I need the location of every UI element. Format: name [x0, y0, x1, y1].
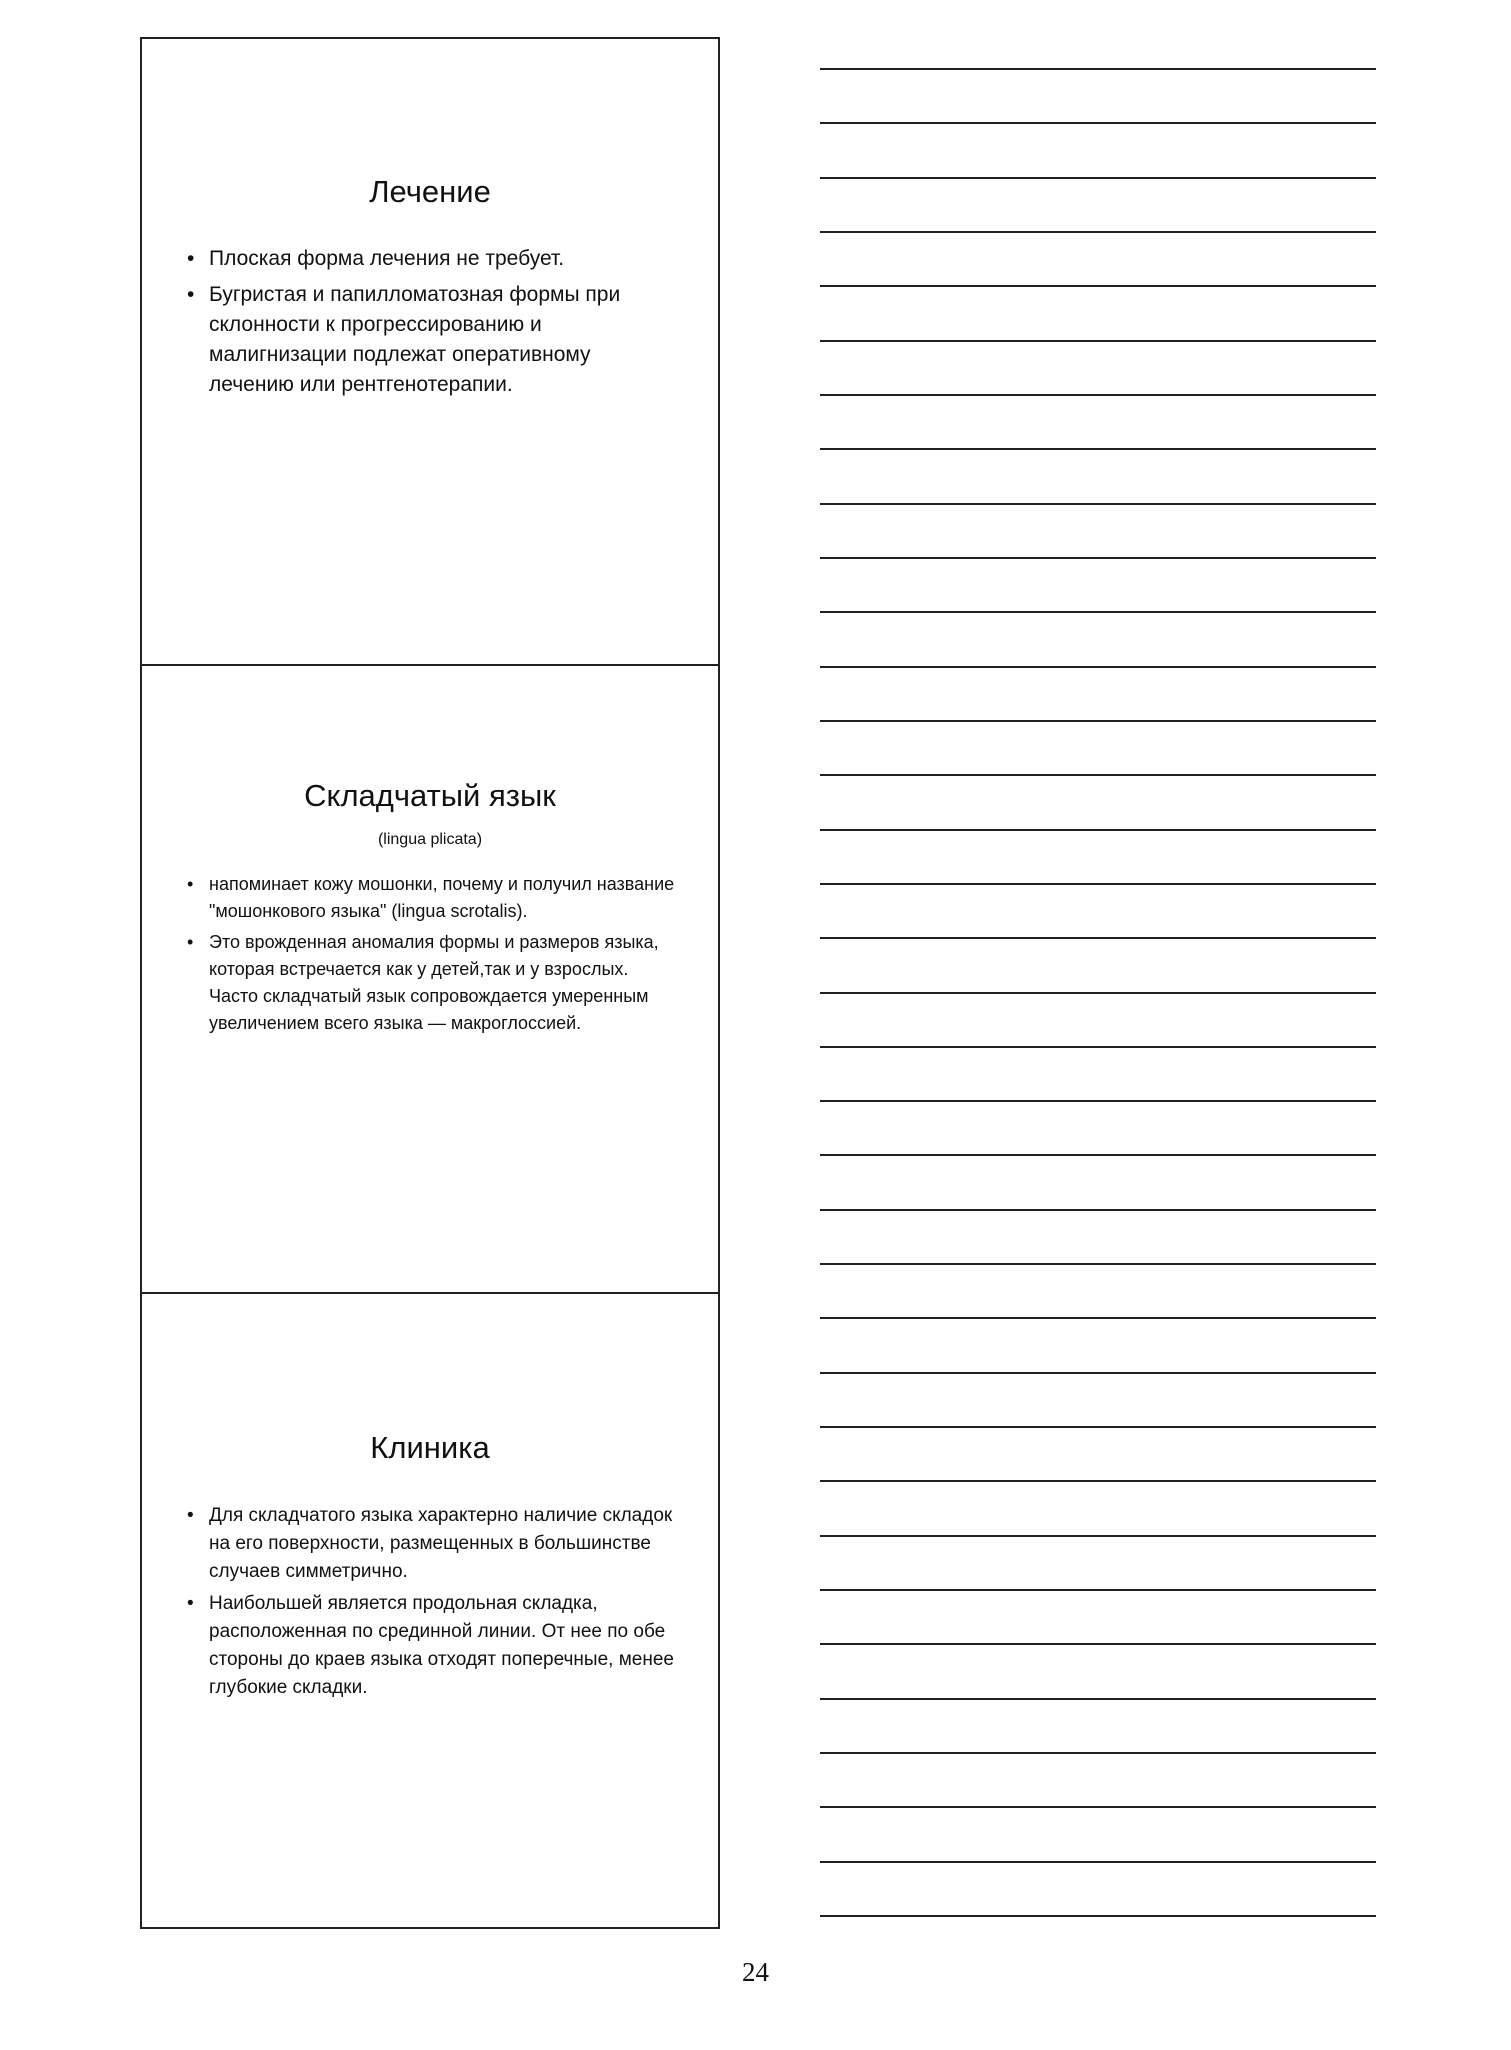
note-line	[820, 1372, 1376, 1374]
slide-title: Лечение	[369, 174, 491, 209]
note-line	[820, 68, 1376, 70]
note-line	[820, 1046, 1376, 1048]
bullet-list	[187, 1502, 678, 1706]
note-line	[820, 883, 1376, 885]
bullet-list	[187, 244, 678, 406]
note-line	[820, 1480, 1376, 1482]
slide-clinic	[142, 1294, 718, 1927]
slide-title: Складчатый язык	[304, 778, 556, 813]
note-line	[820, 557, 1376, 559]
note-line	[820, 122, 1376, 124]
bullet-item: • Бугристая и папилломатозная формы при склонности к прогрессированию и малигнизации подлежат оперативному лечению или рентгенотерапии.	[187, 280, 678, 400]
note-line	[820, 285, 1376, 287]
note-line	[820, 1589, 1376, 1591]
note-line	[820, 1100, 1376, 1102]
bullet-item: • напоминает кожу мошонки, почему и получил название "мошонкового языка" (lingua scrotalis).	[187, 871, 678, 925]
note-line	[820, 992, 1376, 994]
bullet-item: • Это врожденная аномалия формы и размеров языка, которая встречается как у детей,так и у взрослых. Часто складчатый язык сопровождается умеренным увеличением всего языка — макроглоссией.	[187, 929, 678, 1037]
slide-treatment	[142, 39, 718, 666]
bullet-list	[187, 871, 678, 1041]
bullet-item: • Наибольшей является продольная складка, расположенная по срединной линии. От нее по обе стороны до краев языка отходят поперечные, менее глубокие складки.	[187, 1590, 678, 1702]
note-line	[820, 448, 1376, 450]
slide-title: Клиника	[370, 1430, 490, 1465]
note-line	[820, 231, 1376, 233]
note-line	[820, 177, 1376, 179]
bullet-item: • Плоская форма лечения не требует.	[187, 244, 678, 274]
note-line	[820, 611, 1376, 613]
note-line	[820, 1426, 1376, 1428]
note-line	[820, 1752, 1376, 1754]
note-line	[820, 1535, 1376, 1537]
note-line	[820, 1209, 1376, 1211]
note-line	[820, 1915, 1376, 1917]
note-line	[820, 1154, 1376, 1156]
bullet-item: • Для складчатого языка характерно наличие складок на его поверхности, размещенных в большинстве случаев симметрично.	[187, 1502, 678, 1586]
note-line	[820, 503, 1376, 505]
notes-lines-area	[820, 0, 1376, 1930]
note-line	[820, 340, 1376, 342]
note-line	[820, 1806, 1376, 1808]
note-line	[820, 666, 1376, 668]
slide-folded-tongue	[142, 666, 718, 1294]
slides-column	[140, 37, 720, 1929]
note-line	[820, 394, 1376, 396]
slide-subtitle: (lingua plicata)	[377, 831, 483, 848]
note-line	[820, 829, 1376, 831]
note-line	[820, 1317, 1376, 1319]
note-line	[820, 774, 1376, 776]
note-line	[820, 1861, 1376, 1863]
page-number: 24	[742, 1957, 769, 1987]
note-line	[820, 937, 1376, 939]
note-line	[820, 1698, 1376, 1700]
note-line	[820, 1643, 1376, 1645]
note-line	[820, 1263, 1376, 1265]
note-line	[820, 720, 1376, 722]
